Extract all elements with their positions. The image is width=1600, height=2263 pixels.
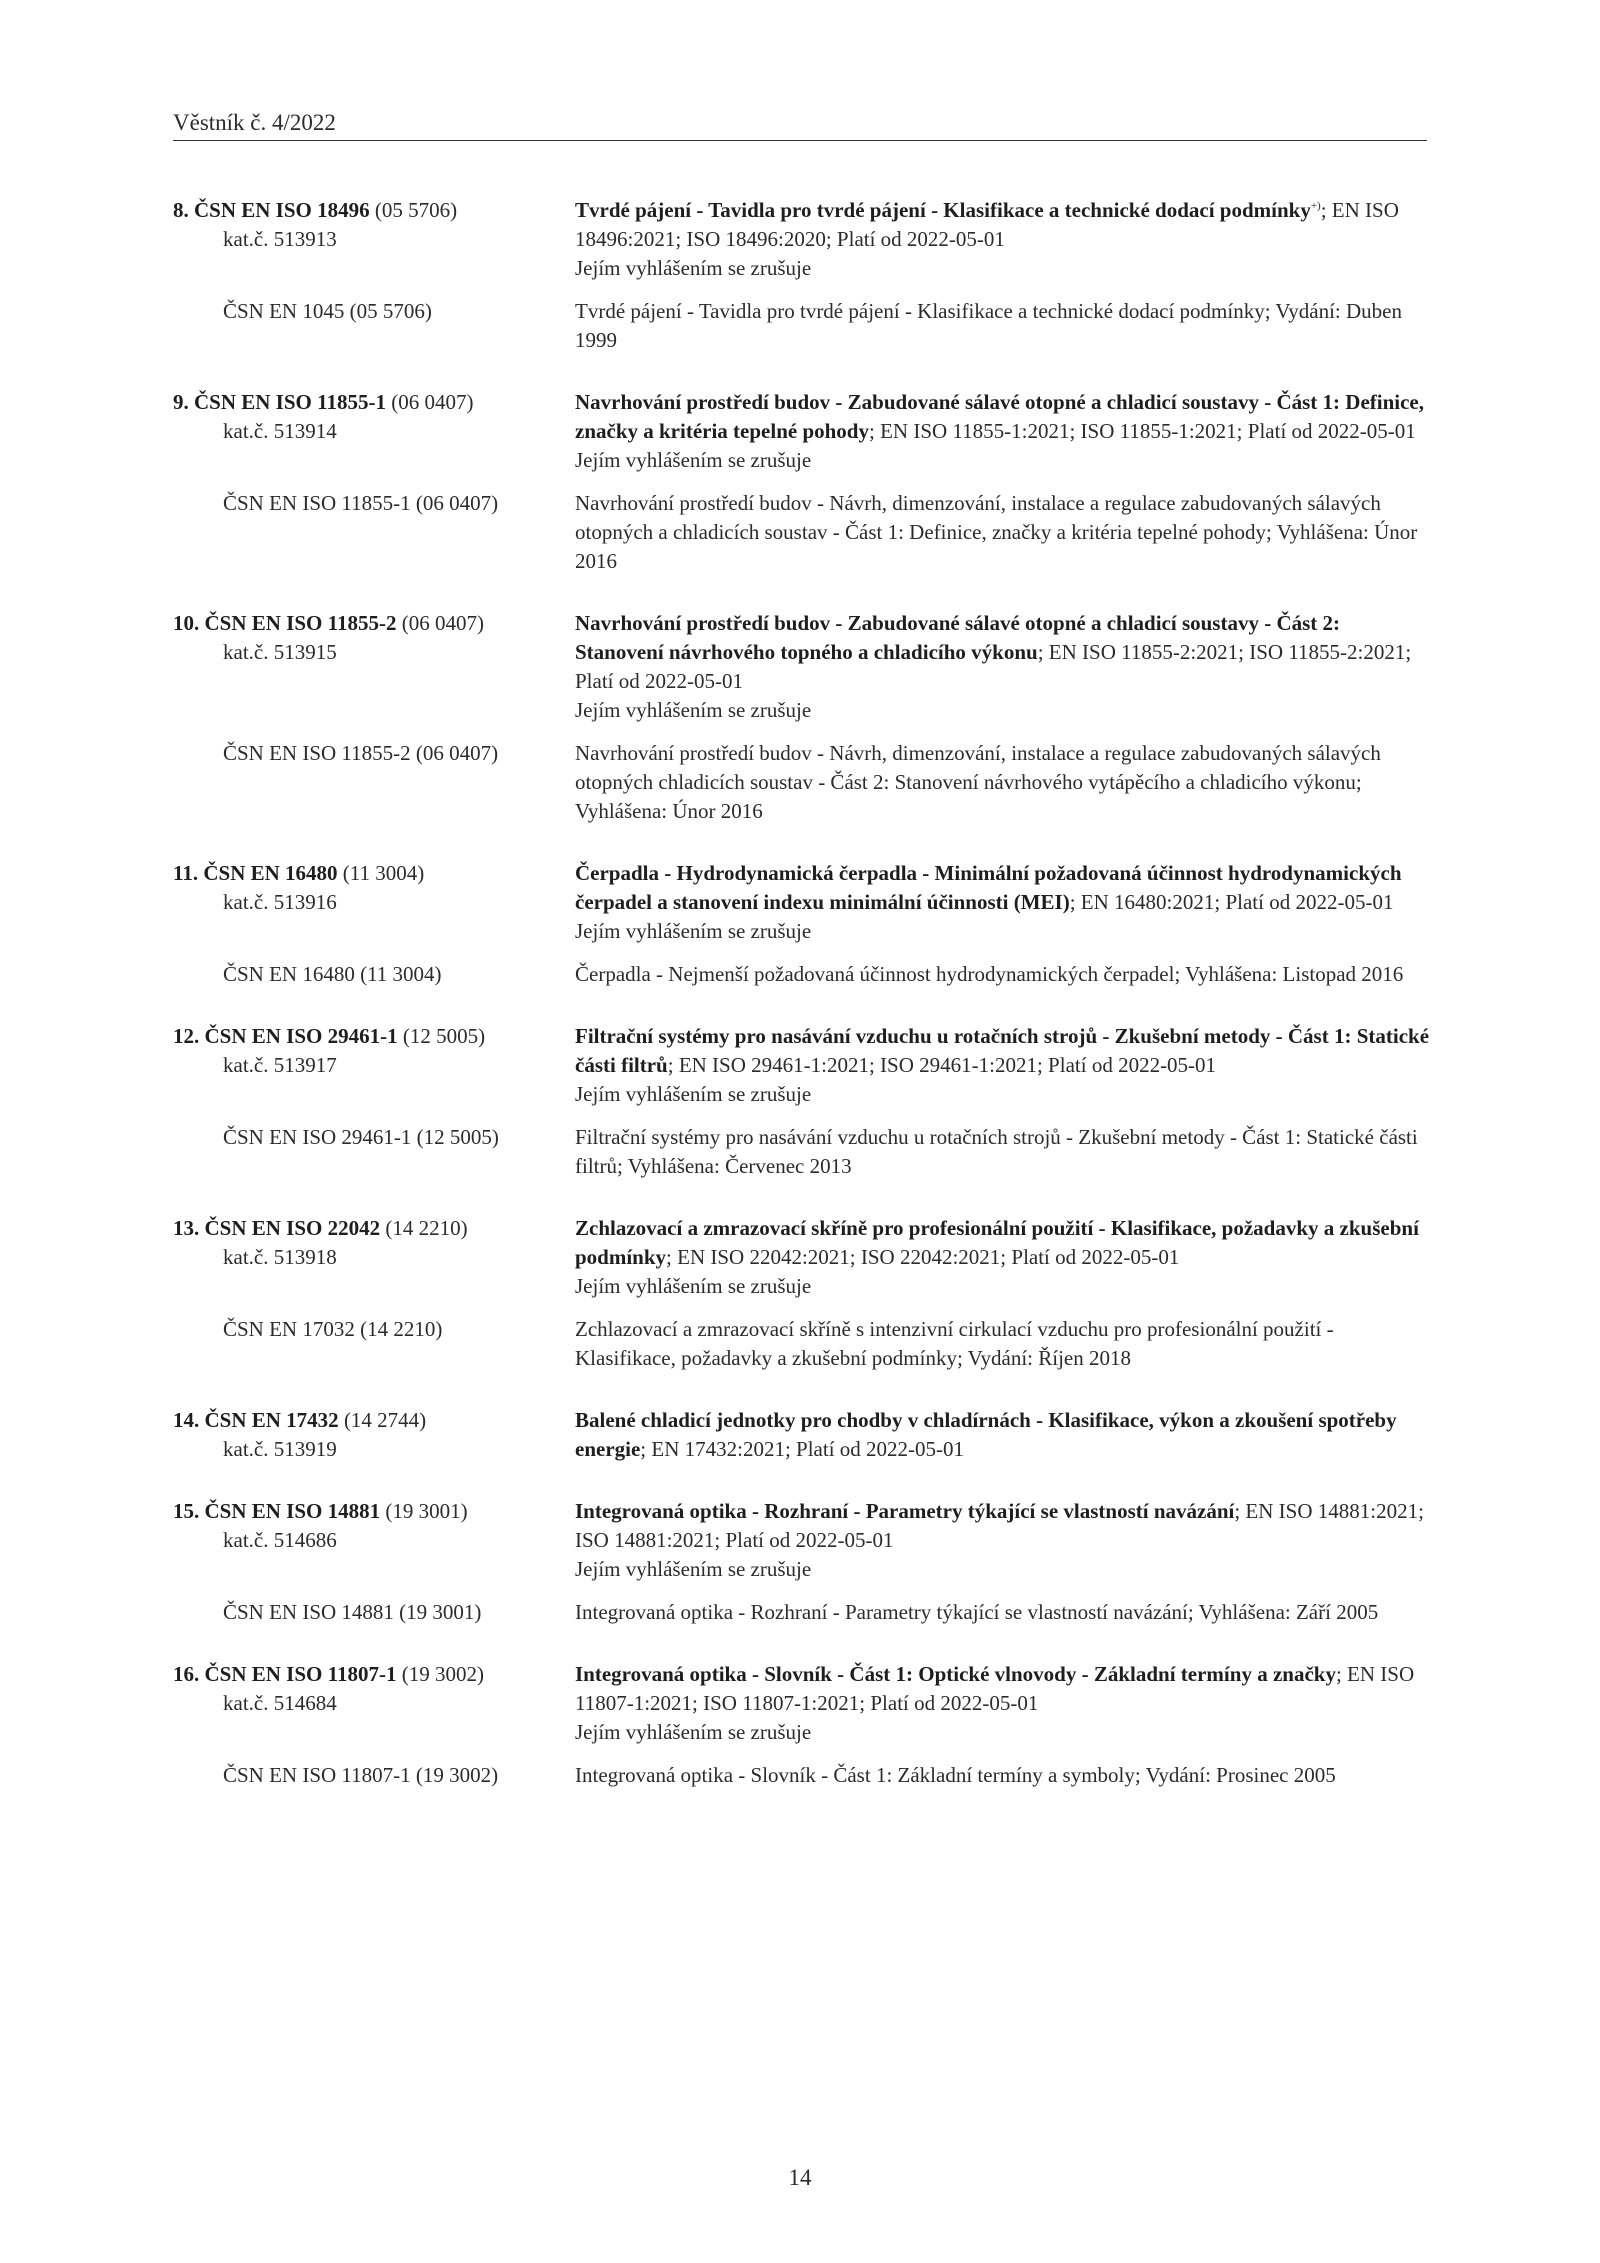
footnote-mark: +) bbox=[1310, 200, 1321, 212]
replaced-standard-description: Tvrdé pájení - Tavidla pro tvrdé pájení - Klasifikace a technické dodací podmínky; Vydání: Duben 1999 bbox=[575, 299, 1402, 352]
standard-code: ČSN EN ISO 11855-2 bbox=[204, 611, 397, 635]
replaced-standard-description: Navrhování prostředí budov - Návrh, dimenzování, instalace a regulace zabudovaných sálavých otopných chladicích soustav - Část 2: Stanovení návrhového vytápěcího a chladicího výkonu; Vyhlášena: Únor 2016 bbox=[575, 741, 1381, 823]
standard-details: ; EN 16480:2021; Platí od 2022-05-01 bbox=[1069, 890, 1394, 914]
standard-entry bbox=[173, 1022, 1433, 1181]
standard-title: Navrhování prostředí budov - Zabudované sálavé otopné a chladicí soustavy - Část 1: Definice, značky a kritéria tepelné pohody bbox=[575, 390, 1425, 443]
standard-title: Čerpadla - Hydrodynamická čerpadla - Minimální požadovaná účinnost hydrodynamických čerpadel a stanovení indexu minimální účinnosti (MEI) bbox=[575, 861, 1402, 914]
catalog-number: kat.č. 513916 bbox=[223, 890, 337, 914]
catalog-number: kat.č. 513919 bbox=[223, 1437, 337, 1461]
catalog-number: kat.č. 513917 bbox=[223, 1053, 337, 1077]
standard-entry bbox=[173, 859, 1433, 989]
standard-description bbox=[575, 1022, 1433, 1109]
entry-number: 11. bbox=[173, 861, 199, 885]
standard-title: Balené chladicí jednotky pro chodby v chladírnách - Klasifikace, výkon a zkoušení spotřeby energie bbox=[575, 1408, 1397, 1461]
standard-code-cell bbox=[173, 196, 575, 254]
standard-entry bbox=[173, 196, 1433, 355]
entry-number: 9. bbox=[173, 390, 189, 414]
standard-entry bbox=[173, 1214, 1433, 1373]
standard-code: ČSN EN 17432 bbox=[204, 1408, 339, 1432]
standard-details: ; EN ISO 22042:2021; ISO 22042:2021; Platí od 2022-05-01 bbox=[666, 1245, 1180, 1269]
standard-code: ČSN EN ISO 11807-1 bbox=[204, 1662, 397, 1686]
entry-number: 16. bbox=[173, 1662, 200, 1686]
standard-code-cell bbox=[173, 609, 575, 667]
standard-description bbox=[575, 388, 1433, 475]
entry-number: 12. bbox=[173, 1024, 200, 1048]
standard-class: (06 0407) bbox=[385, 390, 474, 414]
replaced-standard-code: ČSN EN ISO 29461-1 (12 5005) bbox=[223, 1125, 499, 1149]
standard-details: ; EN ISO 11855-1:2021; ISO 11855-1:2021; Platí od 2022-05-01 bbox=[869, 419, 1416, 443]
standard-entry bbox=[173, 388, 1433, 576]
standard-code: ČSN EN ISO 18496 bbox=[194, 198, 370, 222]
standard-code-cell bbox=[173, 1214, 575, 1272]
cancel-note: Jejím vyhlášením se zrušuje bbox=[575, 1557, 812, 1581]
replaced-standard-code: ČSN EN 16480 (11 3004) bbox=[223, 962, 442, 986]
entry-number: 8. bbox=[173, 198, 189, 222]
standard-class: (06 0407) bbox=[396, 611, 484, 635]
standard-code: ČSN EN ISO 22042 bbox=[204, 1216, 381, 1240]
standard-title: Integrovaná optika - Slovník - Část 1: Optické vlnovody - Základní termíny a značky bbox=[575, 1662, 1336, 1686]
cancel-note: Jejím vyhlášením se zrušuje bbox=[575, 1274, 812, 1298]
replaced-standard-code: ČSN EN ISO 11807-1 (19 3002) bbox=[223, 1763, 499, 1787]
standard-class: (19 3001) bbox=[380, 1499, 468, 1523]
standard-class: (11 3004) bbox=[337, 861, 425, 885]
entry-number: 14. bbox=[173, 1408, 200, 1432]
standard-entry bbox=[173, 1497, 1433, 1627]
standard-title: Integrovaná optika - Rozhraní - Parametry týkající se vlastností navázání bbox=[575, 1499, 1235, 1523]
standard-code: ČSN EN 16480 bbox=[203, 861, 338, 885]
standard-description bbox=[575, 859, 1433, 946]
catalog-number: kat.č. 513918 bbox=[223, 1245, 337, 1269]
page-number: 14 bbox=[788, 2165, 812, 2190]
replaced-standard-code: ČSN EN 17032 (14 2210) bbox=[223, 1317, 443, 1341]
standard-code-cell bbox=[173, 859, 575, 917]
standard-code-cell bbox=[173, 388, 575, 446]
standard-description bbox=[575, 1214, 1433, 1301]
standard-code: ČSN EN ISO 14881 bbox=[204, 1499, 381, 1523]
catalog-number: kat.č. 513914 bbox=[223, 419, 337, 443]
standard-description bbox=[575, 1660, 1433, 1747]
replaced-standard-description: Navrhování prostředí budov - Návrh, dimenzování, instalace a regulace zabudovaných sálavých otopných a chladicích soustav - Část 1: Definice, značky a kritéria tepelné pohody; Vyhlášena: Únor 2016 bbox=[575, 491, 1418, 573]
standard-details: ; EN ISO 14881:2021; ISO 14881:2021; Platí od 2022-05-01 bbox=[575, 1499, 1424, 1552]
standard-code: ČSN EN ISO 29461-1 bbox=[204, 1024, 398, 1048]
catalog-number: kat.č. 514684 bbox=[223, 1691, 337, 1715]
cancel-note: Jejím vyhlášením se zrušuje bbox=[575, 919, 812, 943]
standard-class: (19 3002) bbox=[396, 1662, 484, 1686]
catalog-number: kat.č. 513915 bbox=[223, 640, 337, 664]
standard-details: ; EN ISO 11807-1:2021; ISO 11807-1:2021; Platí od 2022-05-01 bbox=[575, 1662, 1415, 1715]
catalog-number: kat.č. 514686 bbox=[223, 1528, 337, 1552]
standard-code-cell bbox=[173, 1660, 575, 1718]
cancel-note: Jejím vyhlášením se zrušuje bbox=[575, 256, 812, 280]
standard-details: ; EN 17432:2021; Platí od 2022-05-01 bbox=[640, 1437, 965, 1461]
cancel-note: Jejím vyhlášením se zrušuje bbox=[575, 448, 812, 472]
replaced-standard-description: Integrovaná optika - Rozhraní - Parametry týkající se vlastností navázání; Vyhlášena: Září 2005 bbox=[575, 1600, 1379, 1624]
standard-class: (05 5706) bbox=[369, 198, 458, 222]
standard-details: ; EN ISO 29461-1:2021; ISO 29461-1:2021; Platí od 2022-05-01 bbox=[667, 1053, 1217, 1077]
entry-number: 10. bbox=[173, 611, 200, 635]
standard-title: Filtrační systémy pro nasávání vzduchu u rotačních strojů - Zkušební metody - Část 1: Statické části filtrů bbox=[575, 1024, 1430, 1077]
standard-entry bbox=[173, 1660, 1433, 1790]
standard-entry bbox=[173, 609, 1433, 826]
standard-description bbox=[575, 196, 1433, 283]
entry-number: 13. bbox=[173, 1216, 200, 1240]
replaced-standard-description: Integrovaná optika - Slovník - Část 1: Základní termíny a symboly; Vydání: Prosinec 2005 bbox=[575, 1763, 1336, 1787]
standard-class: (14 2210) bbox=[380, 1216, 468, 1240]
standard-class: (12 5005) bbox=[397, 1024, 486, 1048]
replaced-standard-code: ČSN EN ISO 14881 (19 3001) bbox=[223, 1600, 482, 1624]
standard-code-cell bbox=[173, 1022, 575, 1080]
standard-description bbox=[575, 609, 1433, 725]
replaced-standard-code: ČSN EN ISO 11855-1 (06 0407) bbox=[223, 491, 499, 515]
replaced-standard-code: ČSN EN ISO 11855-2 (06 0407) bbox=[223, 741, 499, 765]
standard-code: ČSN EN ISO 11855-1 bbox=[194, 390, 386, 414]
standard-class: (14 2744) bbox=[338, 1408, 427, 1432]
standard-title: Navrhování prostředí budov - Zabudované sálavé otopné a chladicí soustavy - Část 2: Stanovení návrhového topného a chladicího výkonu bbox=[575, 611, 1341, 664]
replaced-standard-description: Čerpadla - Nejmenší požadovaná účinnost hydrodynamických čerpadel; Vyhlášena: Listopad 2016 bbox=[575, 962, 1404, 986]
standard-description bbox=[575, 1406, 1433, 1464]
standard-entry bbox=[173, 1406, 1433, 1464]
standard-code-cell bbox=[173, 1497, 575, 1555]
cancel-note: Jejím vyhlášením se zrušuje bbox=[575, 698, 812, 722]
standard-code-cell bbox=[173, 1406, 575, 1464]
cancel-note: Jejím vyhlášením se zrušuje bbox=[575, 1720, 812, 1744]
standards-list bbox=[173, 196, 1433, 1823]
replaced-standard-description: Zchlazovací a zmrazovací skříně s intenzivní cirkulací vzduchu pro profesionální použití - Klasifikace, požadavky a zkušební podmínky; Vydání: Říjen 2018 bbox=[575, 1317, 1334, 1370]
page-header: Věstník č. 4/2022 bbox=[173, 110, 1427, 141]
entry-number: 15. bbox=[173, 1499, 200, 1523]
standard-details: ; EN ISO 11855-2:2021; ISO 11855-2:2021; Platí od 2022-05-01 bbox=[575, 640, 1412, 693]
replaced-standard-code: ČSN EN 1045 (05 5706) bbox=[223, 299, 432, 323]
standard-title: Zchlazovací a zmrazovací skříně pro profesionální použití - Klasifikace, požadavky a zkušební podmínky bbox=[575, 1216, 1419, 1269]
standard-title: Tvrdé pájení - Tavidla pro tvrdé pájení - Klasifikace a technické dodací podmínky bbox=[575, 198, 1311, 222]
standard-description bbox=[575, 1497, 1433, 1584]
standard-details: ; EN ISO 18496:2021; ISO 18496:2020; Platí od 2022-05-01 bbox=[575, 198, 1399, 251]
catalog-number: kat.č. 513913 bbox=[223, 227, 337, 251]
cancel-note: Jejím vyhlášením se zrušuje bbox=[575, 1082, 812, 1106]
replaced-standard-description: Filtrační systémy pro nasávání vzduchu u rotačních strojů - Zkušební metody - Část 1: Statické části filtrů; Vyhlášena: Červenec 2013 bbox=[575, 1125, 1418, 1178]
